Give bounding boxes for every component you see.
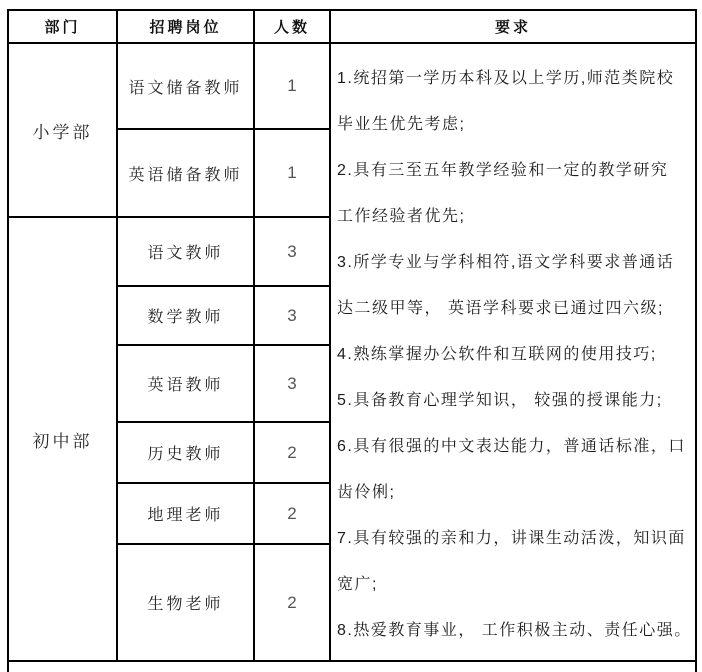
requirement-line: 工作经验者优先;	[337, 208, 466, 225]
header-cell-position: 招聘岗位	[117, 10, 254, 43]
requirement-line: 齿伶俐;	[337, 484, 396, 501]
position-cell: 英语储备教师	[117, 129, 254, 217]
count-cell: 2	[254, 422, 330, 483]
requirement-line: 7.具有较强的亲和力，讲课生动活泼，知识面	[337, 530, 686, 547]
empty-continuation-cell	[8, 661, 696, 672]
requirement-line: 2.具有三至五年教学经验和一定的教学研究	[337, 162, 669, 179]
requirement-line: 毕业生优先考虑;	[337, 116, 466, 133]
header-cell-count: 人数	[254, 10, 330, 43]
count-cell: 1	[254, 43, 330, 129]
table-row-cutoff	[8, 661, 696, 672]
count-cell: 2	[254, 544, 330, 661]
position-cell: 英语教师	[117, 345, 254, 422]
requirements-cell	[330, 43, 696, 661]
requirement-line: 4.熟练掌握办公软件和互联网的使用技巧;	[337, 346, 657, 363]
position-cell: 生物老师	[117, 544, 254, 661]
requirement-line: 5.具备教育心理学知识， 较强的授课能力;	[337, 392, 663, 409]
table-header-row	[8, 10, 696, 43]
header-cell-department: 部门	[8, 10, 117, 43]
count-cell: 3	[254, 345, 330, 422]
table-row	[8, 43, 696, 129]
requirement-line: 达二级甲等， 英语学科要求已通过四六级;	[337, 300, 664, 317]
count-cell: 3	[254, 217, 330, 286]
position-cell: 语文教师	[117, 217, 254, 286]
count-cell: 2	[254, 483, 330, 544]
department-cell-primary: 小学部	[8, 43, 117, 217]
count-cell: 3	[254, 286, 330, 345]
position-cell: 语文储备教师	[117, 43, 254, 129]
position-cell: 地理老师	[117, 483, 254, 544]
position-cell: 数学教师	[117, 286, 254, 345]
requirement-line: 6.具有很强的中文表达能力，普通话标准，口	[337, 438, 686, 455]
requirement-line: 1.统招第一学历本科及以上学历,师范类院校	[337, 70, 675, 87]
header-cell-requirements: 要求	[330, 10, 696, 43]
recruitment-table	[7, 9, 697, 672]
requirement-line: 8.热爱教育事业， 工作积极主动、责任心强。	[337, 622, 692, 639]
requirement-line: 宽广;	[337, 576, 378, 593]
position-cell: 历史教师	[117, 422, 254, 483]
count-cell: 1	[254, 129, 330, 217]
requirement-line: 3.所学专业与学科相符,语文学科要求普通话	[337, 254, 675, 271]
department-cell-middle: 初中部	[8, 217, 117, 661]
